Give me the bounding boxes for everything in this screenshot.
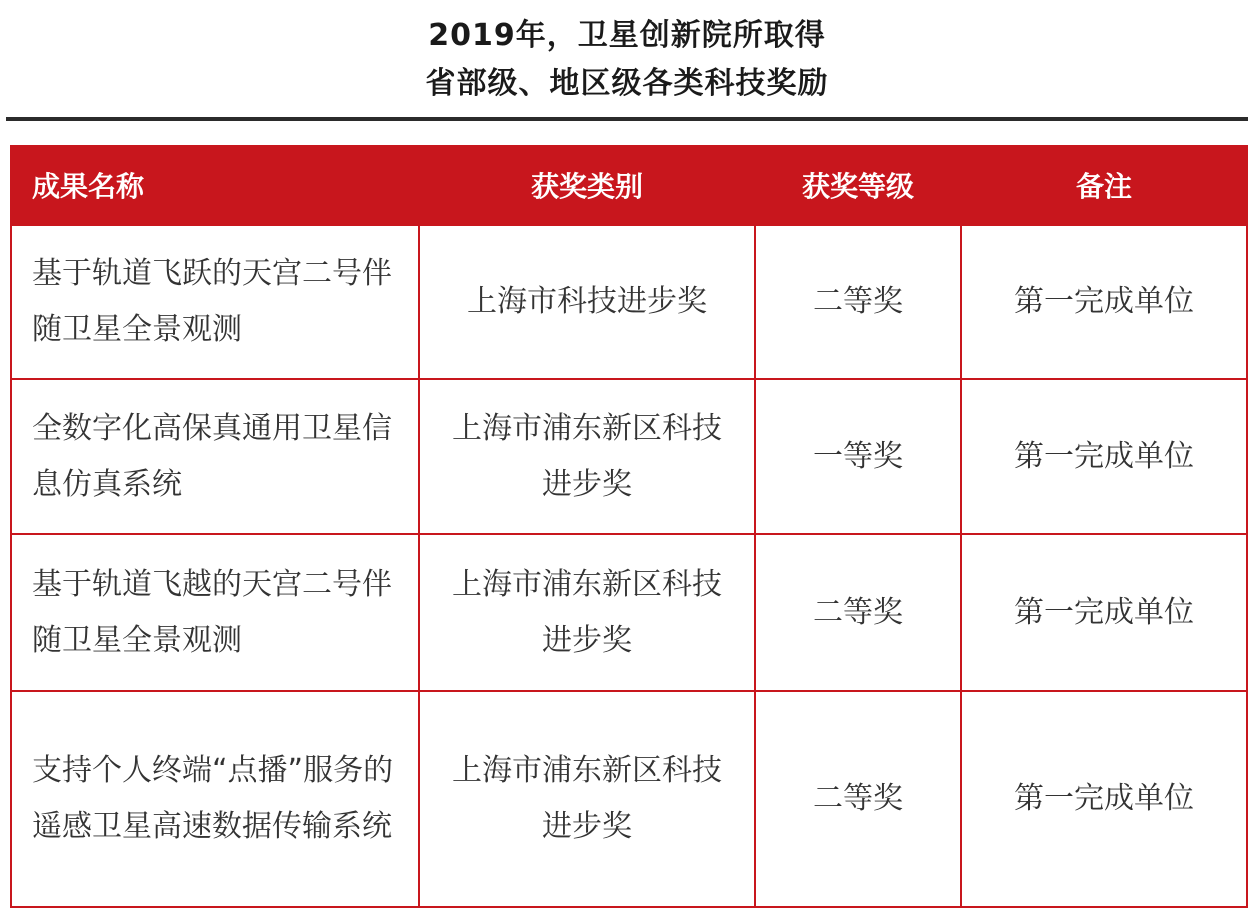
cell-award-grade: 二等奖: [755, 691, 961, 907]
cell-award-grade: 二等奖: [755, 225, 961, 379]
table-row: [11, 691, 1247, 907]
table-row: [11, 379, 1247, 534]
cell-award-grade: 一等奖: [755, 379, 961, 534]
cell-remark: 第一完成单位: [961, 379, 1247, 534]
title-line-1: 2019年，卫星创新院所取得: [428, 18, 826, 53]
title-line-2: 省部级、地区级各类科技奖励: [425, 66, 829, 101]
header-name: 成果名称: [11, 145, 419, 225]
cell-achievement-name: 基于轨道飞越的天宫二号伴随卫星全景观测: [11, 534, 419, 691]
cell-remark: 第一完成单位: [961, 691, 1247, 907]
table-row: [11, 225, 1247, 379]
cell-award-category: 上海市浦东新区科技进步奖: [419, 534, 755, 691]
title-divider: [6, 117, 1248, 121]
cell-award-category: 上海市科技进步奖: [419, 225, 755, 379]
header-grade: 获奖等级: [755, 145, 961, 225]
cell-award-category: 上海市浦东新区科技进步奖: [419, 691, 755, 907]
cell-remark: 第一完成单位: [961, 534, 1247, 691]
cell-award-category: 上海市浦东新区科技进步奖: [419, 379, 755, 534]
header-category: 获奖类别: [419, 145, 755, 225]
cell-remark: 第一完成单位: [961, 225, 1247, 379]
cell-achievement-name: 支持个人终端“点播”服务的遥感卫星高速数据传输系统: [11, 691, 419, 907]
cell-achievement-name: 基于轨道飞跃的天宫二号伴随卫星全景观测: [11, 225, 419, 379]
cell-achievement-name: 全数字化高保真通用卫星信息仿真系统: [11, 379, 419, 534]
table-header-row: [11, 145, 1247, 225]
page-title: [0, 12, 1254, 108]
awards-table: [10, 145, 1248, 908]
table-row: [11, 534, 1247, 691]
header-remark: 备注: [961, 145, 1247, 225]
cell-award-grade: 二等奖: [755, 534, 961, 691]
